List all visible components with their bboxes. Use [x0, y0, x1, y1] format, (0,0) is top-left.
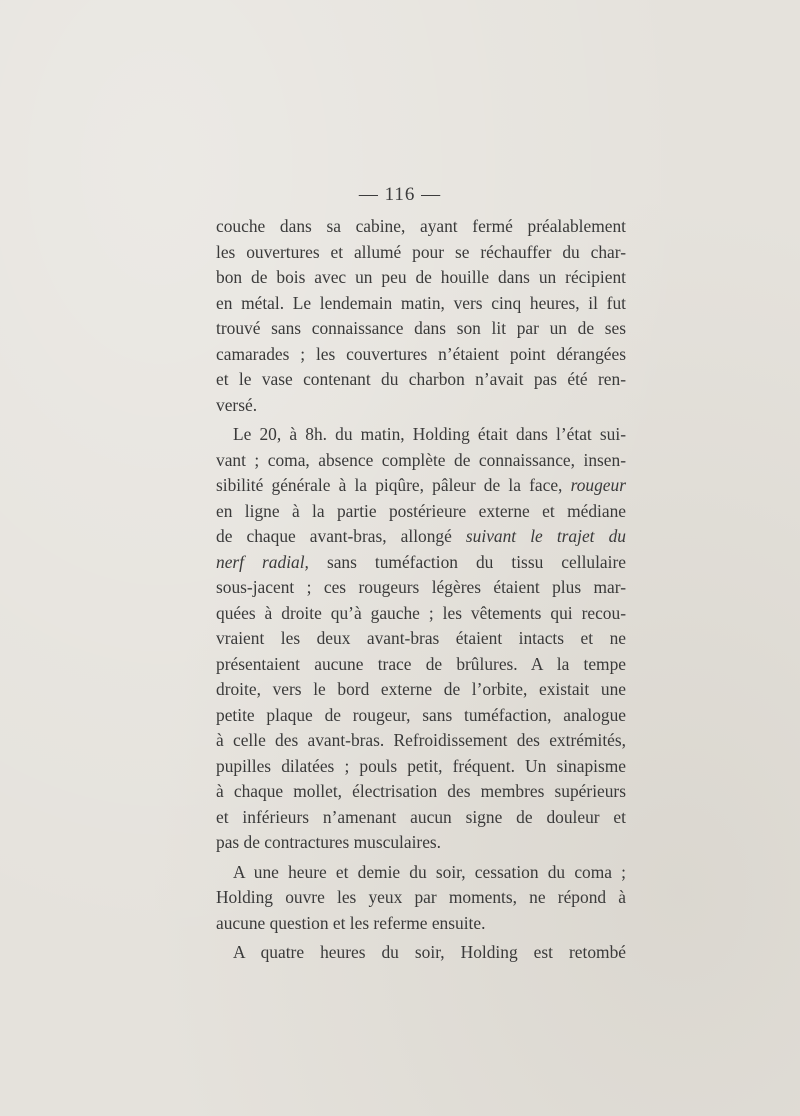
text-line: à celle des avant-bras. Refroidissement des extrémités, — [216, 730, 626, 750]
paragraph-2 — [216, 422, 626, 856]
text-line: et inférieurs n’amenant aucun signe de douleur et — [216, 806, 626, 827]
text-line: Holding ouvre les yeux par moments, ne répond à — [216, 887, 626, 907]
paragraph-1 — [216, 214, 626, 418]
text-line: couche dans sa cabine, ayant fermé préalablement — [216, 216, 626, 236]
text-line: vant ; coma, absence complète de connaissance, insen- — [216, 449, 626, 470]
page-number: — 116 — — [358, 184, 442, 205]
italic-segment: rougeur — [570, 475, 626, 495]
text-line: droite, vers le bord externe de l’orbite, existait une — [216, 679, 626, 699]
body-text — [216, 214, 626, 966]
italic-segment: suivant le trajet du — [465, 526, 626, 546]
text-line: bon de bois avec un peu de houille dans un récipient — [216, 267, 626, 287]
text-line: sous-jacent ; ces rougeurs légères étaient plus mar- — [216, 577, 626, 597]
text-line — [216, 550, 626, 576]
text-line — [216, 524, 626, 550]
text-line: en ligne à la partie postérieure externe et médiane — [216, 500, 626, 521]
text-line: petite plaque de rougeur, sans tuméfaction, analogue — [216, 704, 626, 725]
text-segment: sibilité générale à la piqûre, pâleur de la face, — [216, 475, 563, 495]
text-line: versé. — [216, 394, 258, 415]
text-segment: sans tuméfaction du tissu cellulaire — [326, 551, 626, 572]
paragraph-4 — [216, 940, 626, 966]
text-line: vraient les deux avant-bras étaient intacts et ne — [216, 628, 626, 648]
italic-segment: nerf radial, — [216, 551, 309, 572]
text-line: camarades ; les couvertures n’étaient point dérangées — [216, 343, 626, 364]
text-line: en métal. Le lendemain matin, vers cinq heures, il fut — [216, 292, 626, 313]
text-line: et le vase contenant du charbon n’avait pas été ren- — [216, 369, 626, 389]
text-line: trouvé sans connaissance dans son lit par un de ses — [216, 318, 626, 338]
text-line: Le 20, à 8h. du matin, Holding était dans l’état sui- — [233, 424, 626, 444]
text-line: pupilles dilatées ; pouls petit, fréquent. Un sinapisme — [216, 755, 626, 776]
text-line: pas de contractures musculaires. — [216, 832, 442, 852]
text-line: quées à droite qu’à gauche ; les vêtements qui recou- — [216, 602, 626, 623]
text-line: les ouvertures et allumé pour se réchauffer du char- — [216, 241, 626, 262]
text-segment: de chaque avant-bras, allongé — [216, 526, 452, 546]
text-line: A quatre heures du soir, Holding est retombé — [233, 942, 626, 962]
text-line: présentaient aucune trace de brûlures. A la tempe — [216, 653, 626, 674]
text-line: A une heure et demie du soir, cessation du coma ; — [233, 861, 626, 882]
text-line: à chaque mollet, électrisation des membres supérieurs — [216, 781, 626, 801]
text-line: aucune question et les referme ensuite. — [216, 912, 486, 933]
text-line — [216, 473, 626, 499]
paragraph-3 — [216, 860, 626, 937]
